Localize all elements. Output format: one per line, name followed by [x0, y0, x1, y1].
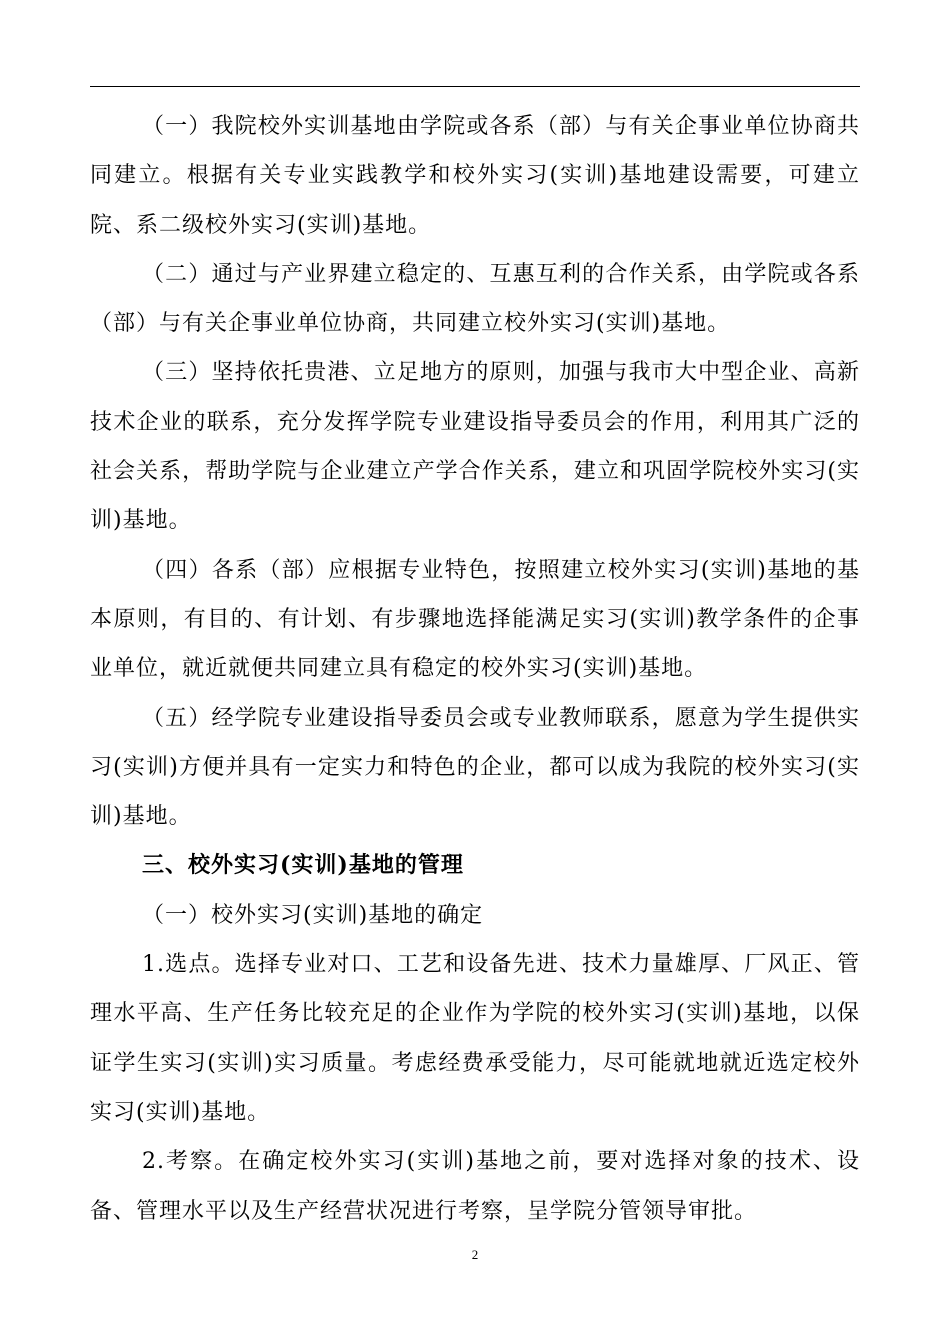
paragraph-5: （五）经学院专业建设指导委员会或专业教师联系，愿意为学生提供实习(实训)方便并具有一定实力和特色的企业，都可以成为我院的校外实习(实训)基地。	[90, 705, 860, 830]
paragraph-3: （三）坚持依托贵港、立足地方的原则，加强与我市大中型企业、高新技术企业的联系，充分发挥学院专业建设指导委员会的作用，利用其广泛的社会关系，帮助学院与企业建立产学合作关系，建立和巩固学院校外实习(实训)基地。	[90, 360, 860, 534]
paragraph-1: （一）我院校外实训基地由学院或各系（部）与有关企事业单位协商共同建立。根据有关专业实践教学和校外实习(实训)基地建设需要，可建立院、系二级校外实习(实训)基地。	[90, 114, 860, 238]
header-rule	[90, 86, 860, 87]
section-heading: 三、校外实习(实训)基地的管理	[142, 852, 464, 879]
subsection-heading: （一）校外实习(实训)基地的确定	[142, 902, 484, 928]
list-item-2: 2.考察。在确定校外实习(实训)基地之前，要对选择对象的技术、设备、管理水平以及生产经营状况进行考察，呈学院分管领导审批。	[90, 1149, 860, 1224]
paragraph-4: （四）各系（部）应根据专业特色，按照建立校外实习(实训)基地的基本原则，有目的、有计划、有步骤地选择能满足实习(实训)教学条件的企事业单位，就近就便共同建立具有稳定的校外实习(实训)基地。	[90, 557, 860, 682]
document-body	[90, 102, 860, 1236]
list-item-1: 1.选点。选择专业对口、工艺和设备先进、技术力量雄厚、厂风正、管理水平高、生产任务比较充足的企业作为学院的校外实习(实训)基地，以保证学生实习(实训)实习质量。考虑经费承受能力，尽可能就地就近选定校外实习(实训)基地。	[90, 952, 860, 1125]
page-number: 2	[471, 1247, 479, 1262]
paragraph-2: （二）通过与产业界建立稳定的、互惠互利的合作关系，由学院或各系（部）与有关企事业单位协商，共同建立校外实习(实训)基地。	[90, 261, 860, 337]
